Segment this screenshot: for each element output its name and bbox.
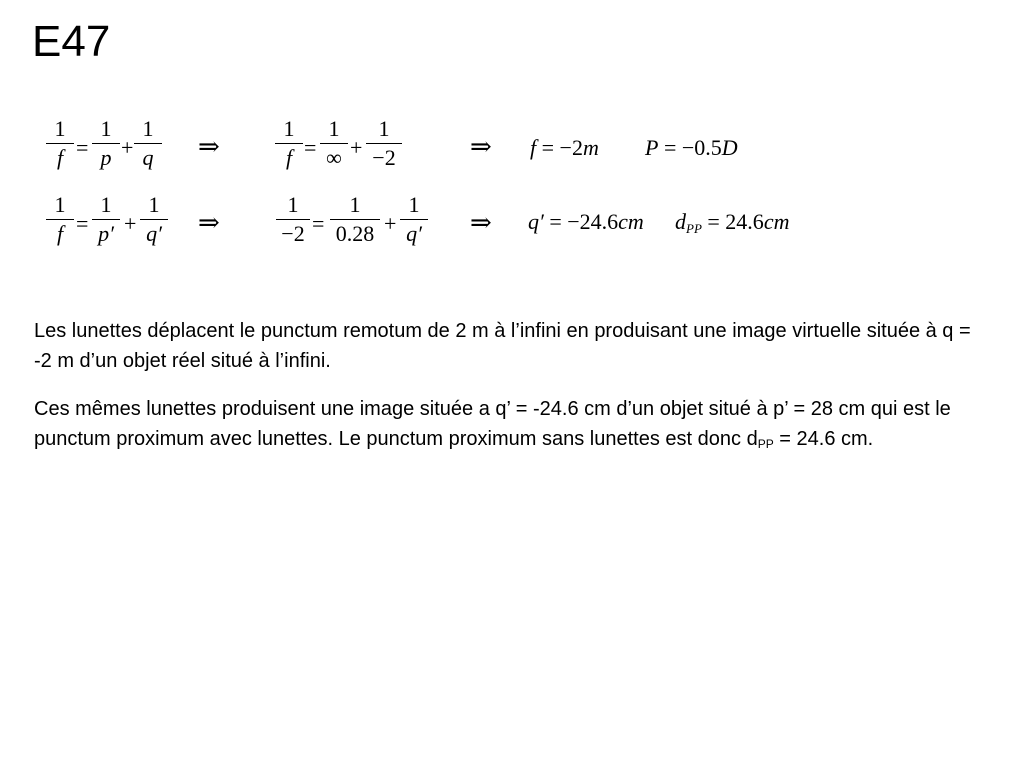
equals-sign: =: [312, 211, 325, 236]
equals-sign: =: [76, 135, 89, 160]
implies-arrow: ⇒: [470, 132, 492, 162]
paragraph-far-point: Les lunettes déplacent le punctum remotum de 2 m à l’infini en produisant une image virtuelle située à q = -2 m d’un objet réel situé à l’infini.: [34, 320, 971, 372]
equals-sign: =: [76, 211, 89, 236]
fraction-1-over-0-28: 1 0.28: [330, 194, 380, 245]
fraction-1-over-f: 1 f: [46, 194, 74, 245]
implies-arrow: ⇒: [470, 208, 492, 238]
fraction-1-over-p: 1 p: [92, 118, 120, 169]
slide-title: E47: [32, 17, 111, 66]
fraction-1-over-q: 1 q: [134, 118, 162, 169]
fraction-1-over-q-prime: 1 q′: [400, 194, 428, 245]
fraction-1-over-f: 1 f: [275, 118, 303, 169]
fraction-1-over-minus-2: 1 −2: [276, 194, 310, 245]
paragraph-near-point: Ces mêmes lunettes produisent une image située a q’ = -24.6 cm d’un objet situé à p’ = 28 cm qui est le punctum proximum avec lunettes. Le punctum proximum sans lunettes est donc $d_{PP} = 24.6$ cm.: [34, 398, 951, 451]
fraction-1-over-p-prime: 1 p′: [92, 194, 120, 245]
result-near-point: $d_{PP} = 24.6cm$: [675, 209, 790, 236]
fraction-1-over-infinity: 1 ∞: [320, 118, 348, 169]
implies-arrow: ⇒: [198, 208, 220, 238]
result-power: P = −0.5D: [645, 135, 738, 160]
fraction-1-over-f: 1 f: [46, 118, 74, 169]
plus-sign: +: [124, 211, 137, 236]
plus-sign: +: [384, 211, 397, 236]
fraction-1-over-q-prime: 1 q′: [140, 194, 168, 245]
implies-arrow: ⇒: [198, 132, 220, 162]
plus-sign: +: [121, 135, 134, 160]
equals-sign: =: [304, 135, 317, 160]
result-image-distance: q′ = −24.6cm: [528, 209, 644, 234]
result-focal-length: f = −2m: [530, 135, 599, 160]
plus-sign: +: [350, 135, 363, 160]
fraction-1-over-minus-2: 1 −2: [366, 118, 402, 169]
